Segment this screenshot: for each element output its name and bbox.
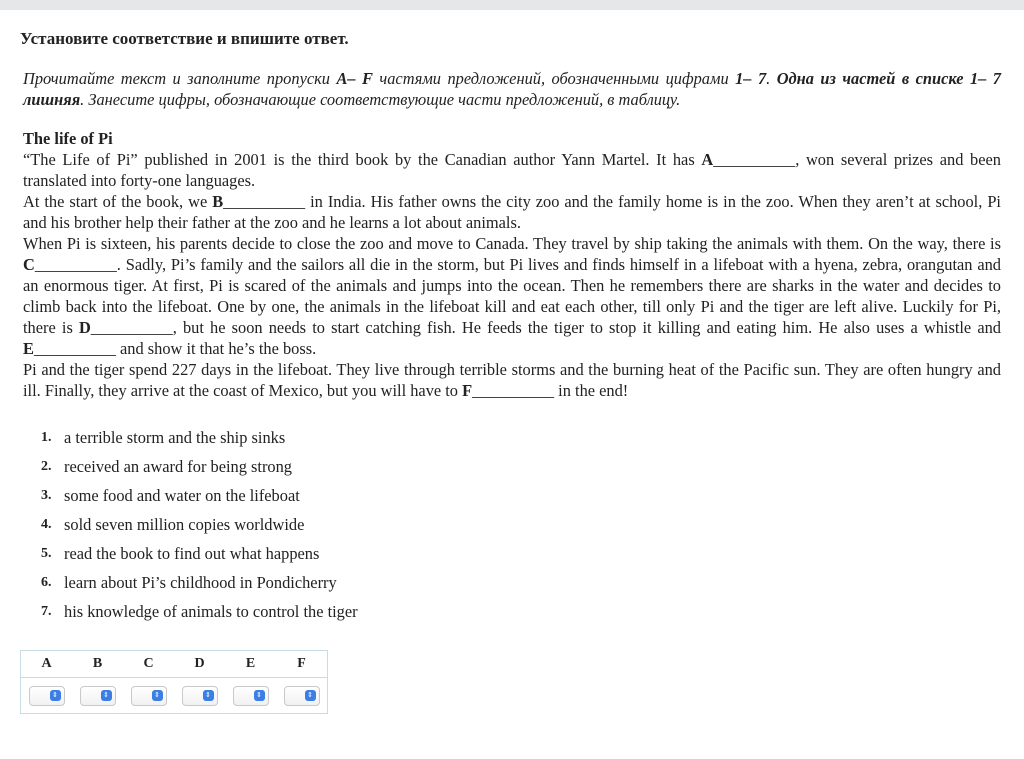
answer-cell (72, 678, 123, 714)
answer-table-row (21, 678, 328, 714)
gap-blank: __________ (713, 150, 796, 169)
story-paragraph-4 (23, 359, 1001, 401)
answer-select-b[interactable] (80, 686, 116, 706)
gap-blank: __________ (33, 339, 116, 358)
option-text: sold seven million copies worldwide (64, 514, 305, 534)
answer-cell (225, 678, 276, 714)
option-item (41, 597, 1001, 626)
task-content (0, 28, 1024, 626)
option-text: some food and water on the lifeboat (64, 485, 300, 505)
up-down-chevron-icon: ⇕ (305, 690, 316, 701)
gap-letter-e: E (23, 339, 34, 358)
instruction-text: . (766, 69, 777, 88)
story-paragraph-2 (23, 191, 1001, 233)
option-item (41, 452, 1001, 481)
gap-letter-a: A (701, 150, 714, 169)
instruction-letters: A– F (336, 69, 373, 88)
option-text: a terrible storm and the ship sinks (64, 427, 286, 447)
answer-select-a[interactable] (29, 686, 65, 706)
story-text-span: Pi and the tiger spend 227 days in the lifeboat. They live through terrible storms and the burning heat of the Pacific sun. They are often hungry and ill. Finally, they arrive at the coast of Mexico, but you will have to (23, 360, 1001, 400)
option-text: received an award for being strong (64, 456, 293, 476)
option-text: read the book to find out what happens (64, 543, 320, 563)
option-text: his knowledge of animals to control the tiger (64, 601, 358, 621)
answer-column-e: E (225, 651, 276, 678)
story-text-span: in India. His father owns the city zoo and the family home is in the zoo. When they aren’t at school, Pi and his brother help their father at the zoo and he learns a lot about animals. (23, 192, 1001, 232)
option-number: 2. (41, 458, 52, 474)
task-instruction (23, 68, 1001, 110)
up-down-chevron-icon: ⇕ (50, 690, 61, 701)
answer-column-f: F (276, 651, 328, 678)
story-text (23, 128, 1001, 401)
story-text-span: . Sadly, Pi’s family and the sailors all die in the storm, but Pi lives and finds himself in a lifeboat with a hyena, zebra, orangutan and an enormous tiger. At first, Pi is scared of the animals and jumps into the ocean. Then he remembers there are sharks in the water and decides to climb back into the lifeboat. One by one, the animals in the lifeboat kill and eat each other, till only Pi and the tiger are left alive. Luckily for Pi, there is (23, 255, 1001, 337)
option-number: 1. (41, 429, 52, 445)
instruction-text: . Занесите цифры, обозначающие соответствующие части предложений, в таблицу. (80, 90, 681, 109)
option-number: 7. (41, 603, 52, 619)
story-text-span: and show it that he’s the boss. (115, 339, 317, 358)
gap-letter-b: B (212, 192, 224, 211)
gap-blank: __________ (90, 318, 173, 337)
answer-cell (276, 678, 328, 714)
gap-letter-f: F (462, 381, 473, 400)
answer-table (20, 650, 328, 714)
up-down-chevron-icon: ⇕ (101, 690, 112, 701)
up-down-chevron-icon: ⇕ (203, 690, 214, 701)
story-paragraph-1 (23, 149, 1001, 191)
answer-column-d: D (174, 651, 225, 678)
story-paragraph-3 (23, 233, 1001, 359)
option-item (41, 539, 1001, 568)
answer-select-c[interactable] (131, 686, 167, 706)
option-item (41, 481, 1001, 510)
answer-column-a: A (21, 651, 73, 678)
story-text-span: in the end! (554, 381, 629, 400)
story-text-span: , but he soon needs to start catching fish. He feeds the tiger to stop it killing and eating him. He also uses a whistle and (172, 318, 1001, 337)
answer-column-c: C (123, 651, 174, 678)
instruction-text: Прочитайте текст и заполните пропуски (23, 69, 337, 88)
option-item (41, 510, 1001, 539)
option-item (41, 423, 1001, 452)
answer-select-f[interactable] (284, 686, 320, 706)
option-number: 4. (41, 516, 52, 532)
answer-select-e[interactable] (233, 686, 269, 706)
up-down-chevron-icon: ⇕ (152, 690, 163, 701)
option-number: 3. (41, 487, 52, 503)
option-number: 6. (41, 574, 52, 590)
answer-select-d[interactable] (182, 686, 218, 706)
story-title: The life of Pi (23, 129, 113, 148)
instruction-note: Одна из частей в списке 1– 7 лишняя (23, 69, 1001, 109)
gap-blank: __________ (34, 255, 117, 274)
answer-table-header (21, 651, 328, 678)
story-text-span: , won several prizes and been translated into forty-one languages. (23, 150, 1002, 190)
option-text: learn about Pi’s childhood in Pondicherry (64, 572, 337, 592)
top-bar (0, 0, 1024, 10)
up-down-chevron-icon: ⇕ (254, 690, 265, 701)
answer-cell (174, 678, 225, 714)
gap-letter-d: D (78, 318, 91, 337)
option-item (41, 568, 1001, 597)
gap-blank: __________ (472, 381, 555, 400)
story-text-span: At the start of the book, we (23, 192, 213, 211)
instruction-text: частями предложений, обозначенными цифрами (372, 69, 736, 88)
story-text-span: When Pi is sixteen, his parents decide to close the zoo and move to Canada. They travel by ship taking the animals with them. On the way, there is (23, 234, 1001, 253)
instruction-numbers: 1– 7 (735, 69, 767, 88)
option-number: 5. (41, 545, 52, 561)
gap-blank: __________ (223, 192, 306, 211)
gap-letter-c: C (23, 255, 35, 274)
answer-cell (21, 678, 73, 714)
story-text-span: “The Life of Pi” published in 2001 is the third book by the Canadian author Yann Martel. It has (23, 150, 702, 169)
answer-cell (123, 678, 174, 714)
options-list (23, 423, 1001, 626)
task-title: Установите соответствие и впишите ответ. (20, 29, 349, 48)
answer-column-b: B (72, 651, 123, 678)
